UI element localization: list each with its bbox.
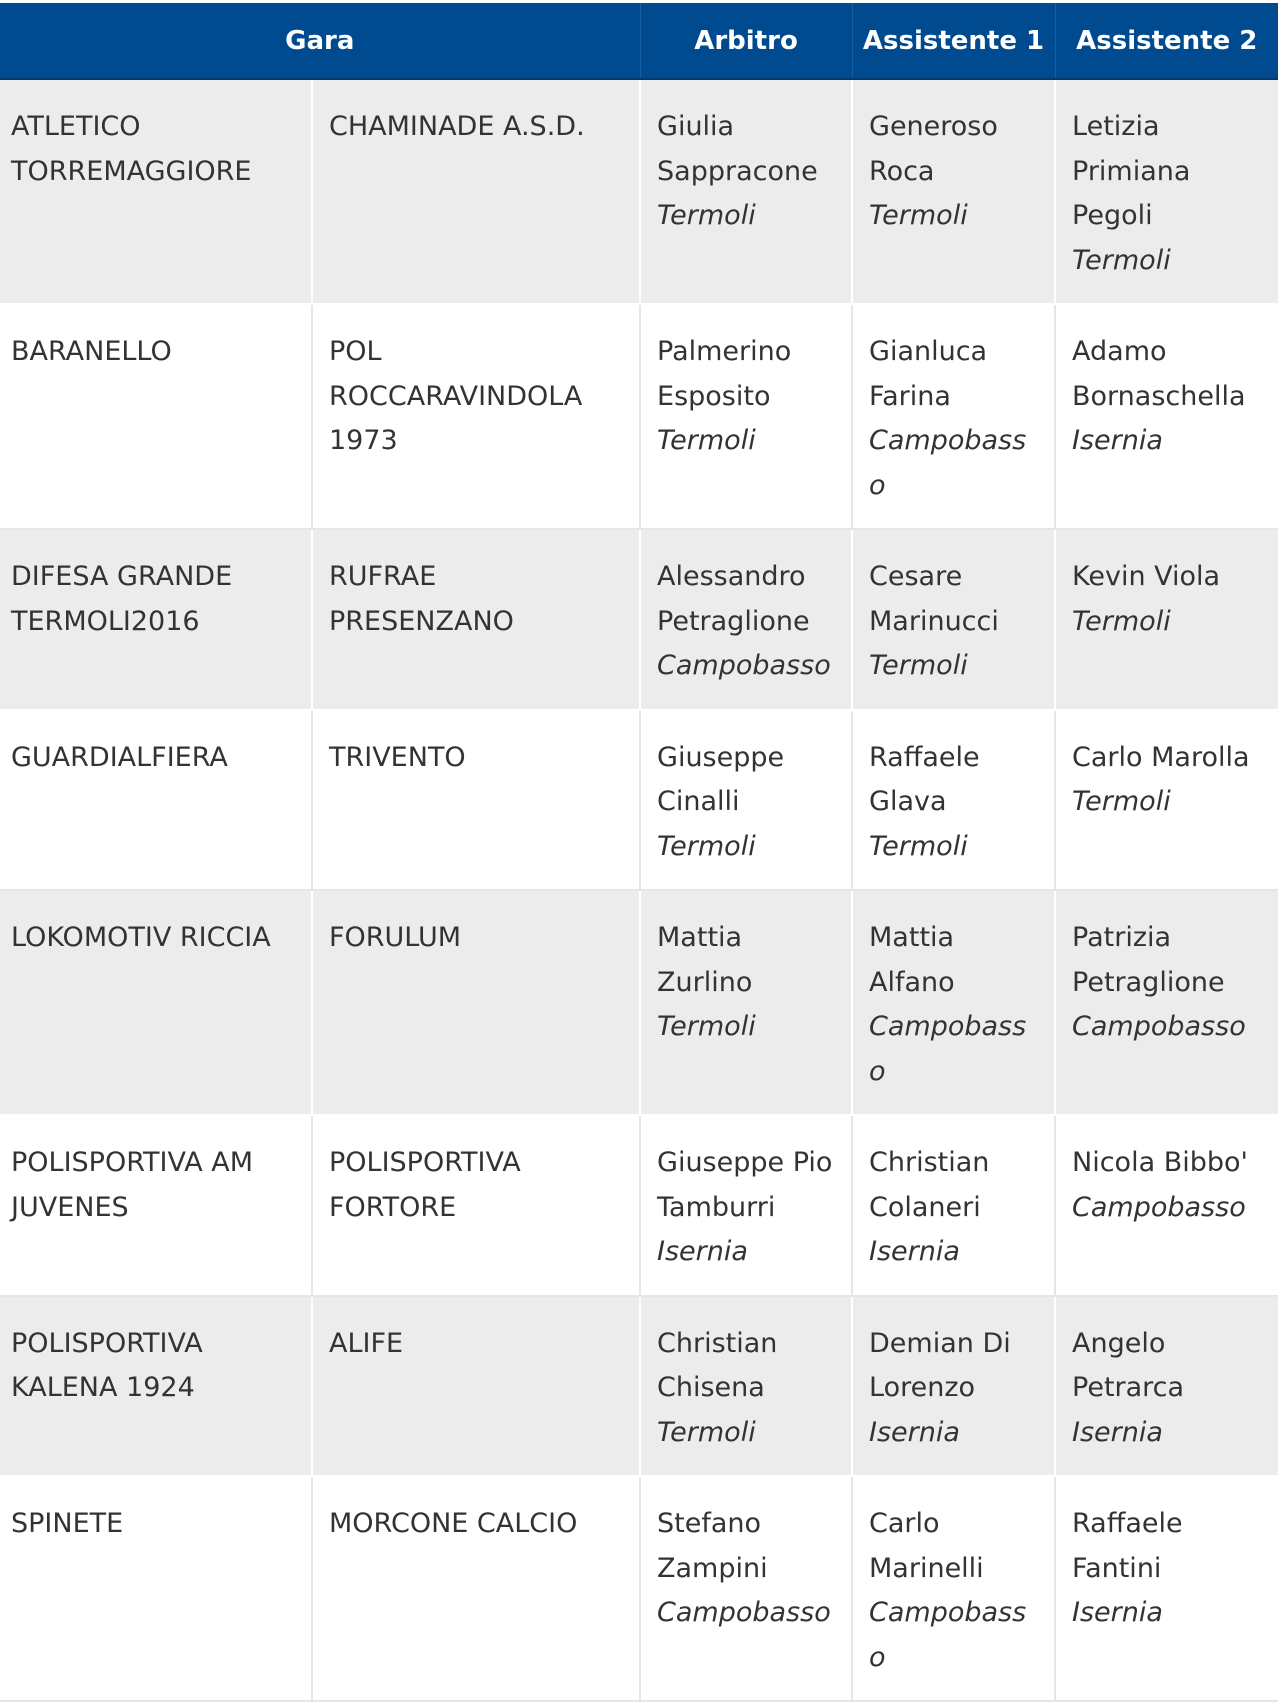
assistente1-cell bbox=[852, 710, 1055, 891]
official-city: Isernia bbox=[869, 1236, 960, 1267]
arbitro-cell bbox=[640, 1296, 852, 1477]
official-city: Termoli bbox=[869, 200, 968, 231]
away-team: FORULUM bbox=[312, 890, 640, 1115]
official-city: Termoli bbox=[657, 830, 756, 862]
official-name: Generoso Roca bbox=[869, 111, 998, 187]
assistente2-cell bbox=[1055, 79, 1278, 304]
official-city: Isernia bbox=[1072, 1597, 1163, 1628]
table-row bbox=[0, 529, 1278, 710]
home-team: LOKOMOTIV RICCIA bbox=[0, 890, 312, 1115]
header-arbitro: Arbitro bbox=[640, 3, 852, 79]
assistente2-cell bbox=[1055, 1115, 1278, 1296]
official-name: Gianluca Farina bbox=[869, 336, 988, 412]
header-assistente-1: Assistente 1 bbox=[852, 3, 1055, 79]
official-name: Giuseppe Cinalli bbox=[657, 741, 785, 817]
official-city: Campobasso bbox=[1072, 1011, 1246, 1042]
official-name: Mattia Zurlino bbox=[657, 922, 753, 998]
assistente1-cell bbox=[852, 529, 1055, 710]
official-city: Campobasso bbox=[869, 1597, 1027, 1673]
home-team: DIFESA GRANDE TERMOLI2016 bbox=[0, 529, 312, 710]
official-city: Termoli bbox=[657, 1416, 756, 1448]
table-body bbox=[0, 79, 1278, 1701]
official-name: Palmerino Esposito bbox=[657, 336, 792, 412]
official-city: Isernia bbox=[869, 1416, 960, 1448]
official-city: Termoli bbox=[869, 830, 968, 862]
header-assistente-2: Assistente 2 bbox=[1055, 3, 1278, 79]
home-team: BARANELLO bbox=[0, 304, 312, 529]
official-city: Isernia bbox=[1072, 1416, 1163, 1448]
arbitro-cell bbox=[640, 79, 852, 304]
table-header bbox=[0, 3, 1278, 79]
table-row bbox=[0, 710, 1278, 891]
table-row bbox=[0, 79, 1278, 304]
assistente1-cell bbox=[852, 79, 1055, 304]
official-name: Raffaele Glava bbox=[869, 741, 980, 817]
away-team: CHAMINADE A.S.D. bbox=[312, 79, 640, 304]
assistente1-cell bbox=[852, 1476, 1055, 1701]
arbitro-cell bbox=[640, 710, 852, 891]
official-name: Letizia Primiana Pegoli bbox=[1072, 111, 1191, 231]
official-name: Carlo Marolla bbox=[1072, 741, 1250, 773]
official-city: Termoli bbox=[1072, 244, 1171, 276]
official-name: Alessandro Petraglione bbox=[657, 561, 810, 637]
away-team: POLISPORTIVA FORTORE bbox=[312, 1115, 640, 1296]
official-name: Demian Di Lorenzo bbox=[869, 1327, 1011, 1403]
away-team: MORCONE CALCIO bbox=[312, 1476, 640, 1701]
official-city: Campobasso bbox=[657, 1597, 831, 1628]
official-name: Angelo Petrarca bbox=[1072, 1327, 1185, 1403]
away-team: TRIVENTO bbox=[312, 710, 640, 891]
official-city: Termoli bbox=[1072, 786, 1171, 817]
official-name: Christian Colaneri bbox=[869, 1147, 990, 1223]
assistente2-cell bbox=[1055, 1296, 1278, 1477]
official-name: Patrizia Petraglione bbox=[1072, 922, 1225, 998]
official-name: Carlo Marinelli bbox=[869, 1508, 984, 1584]
away-team: ALIFE bbox=[312, 1296, 640, 1477]
home-team: SPINETE bbox=[0, 1476, 312, 1701]
header-gara: Gara bbox=[0, 3, 640, 79]
assistente2-cell bbox=[1055, 890, 1278, 1115]
table-row bbox=[0, 304, 1278, 529]
official-city: Termoli bbox=[657, 425, 756, 456]
official-city: Termoli bbox=[657, 200, 756, 231]
official-name: Nicola Bibbo' bbox=[1072, 1147, 1248, 1178]
arbitro-cell bbox=[640, 890, 852, 1115]
home-team: POLISPORTIVA AM JUVENES bbox=[0, 1115, 312, 1296]
official-city: Termoli bbox=[1072, 605, 1171, 637]
official-name: Stefano Zampini bbox=[657, 1508, 768, 1584]
assistente2-cell bbox=[1055, 304, 1278, 529]
official-city: Termoli bbox=[657, 1011, 756, 1042]
assistente1-cell bbox=[852, 1296, 1055, 1477]
table-row bbox=[0, 1296, 1278, 1477]
official-city: Campobasso bbox=[869, 1011, 1027, 1087]
assistente2-cell bbox=[1055, 1476, 1278, 1701]
official-city: Campobasso bbox=[869, 425, 1027, 501]
home-team: ATLETICO TORREMAGGIORE bbox=[0, 79, 312, 304]
official-name: Adamo Bornaschella bbox=[1072, 336, 1246, 412]
assistente1-cell bbox=[852, 1115, 1055, 1296]
table-row bbox=[0, 890, 1278, 1115]
away-team: RUFRAE PRESENZANO bbox=[312, 529, 640, 710]
away-team: POL ROCCARAVINDOLA 1973 bbox=[312, 304, 640, 529]
official-city: Campobasso bbox=[657, 650, 831, 681]
home-team: POLISPORTIVA KALENA 1924 bbox=[0, 1296, 312, 1477]
official-city: Isernia bbox=[1072, 425, 1163, 456]
assistente1-cell bbox=[852, 890, 1055, 1115]
table-row bbox=[0, 1476, 1278, 1701]
official-name: Cesare Marinucci bbox=[869, 561, 999, 637]
official-city: Termoli bbox=[869, 650, 968, 681]
arbitro-cell bbox=[640, 1476, 852, 1701]
official-name: Giulia Sappracone bbox=[657, 111, 818, 187]
official-name: Mattia Alfano bbox=[869, 922, 955, 998]
assistente2-cell bbox=[1055, 710, 1278, 891]
official-city: Campobasso bbox=[1072, 1191, 1246, 1223]
table-row bbox=[0, 1115, 1278, 1296]
official-name: Giuseppe Pio Tamburri bbox=[657, 1147, 833, 1223]
arbitro-cell bbox=[640, 1115, 852, 1296]
arbitro-cell bbox=[640, 529, 852, 710]
assistente2-cell bbox=[1055, 529, 1278, 710]
home-team: GUARDIALFIERA bbox=[0, 710, 312, 891]
official-name: Christian Chisena bbox=[657, 1327, 778, 1403]
arbitro-cell bbox=[640, 304, 852, 529]
designations-table bbox=[0, 3, 1278, 1702]
official-city: Isernia bbox=[657, 1236, 748, 1267]
assistente1-cell bbox=[852, 304, 1055, 529]
header-row bbox=[0, 3, 1278, 79]
official-name: Raffaele Fantini bbox=[1072, 1508, 1183, 1584]
official-name: Kevin Viola bbox=[1072, 561, 1221, 592]
